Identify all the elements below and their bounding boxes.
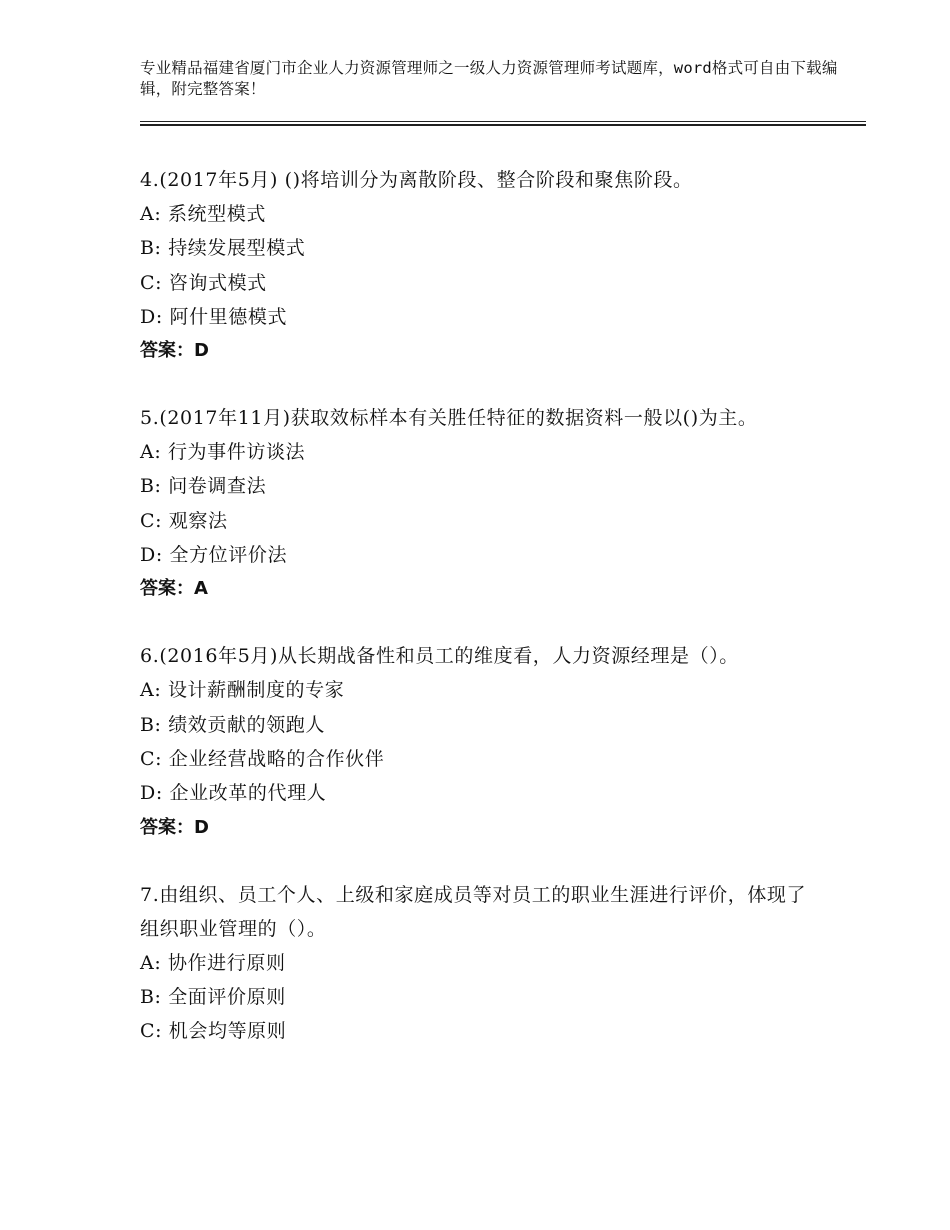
option-c: C: 咨询式模式	[140, 271, 267, 294]
option-a: A: 系统型模式	[140, 203, 266, 225]
answer: 答案：D	[140, 340, 209, 362]
question-text: 6.(2016年5月)从长期战备性和员工的维度看，人力资源经理是（）。	[140, 645, 739, 668]
document-header: 专业精品福建省厦门市企业人力资源管理师之一级人力资源管理师考试题库，word格式可自由下载编辑，附完整答案！	[140, 59, 838, 98]
header-divider-thick	[140, 124, 866, 126]
option-d: D: 阿什里德模式	[140, 305, 288, 328]
header-divider-thin	[140, 121, 866, 122]
answer: 答案：D	[140, 816, 209, 838]
question-text: 7.由组织、员工个人、上级和家庭成员等对员工的职业生涯进行评价，体现了组织职业管理的（）。	[140, 883, 807, 940]
option-d: D: 企业改革的代理人	[140, 782, 327, 805]
option-b: B: 全面评价原则	[140, 985, 286, 1008]
question-text: 5.(2017年11月)获取效标样本有关胜任特征的数据资料一般以()为主。	[140, 407, 758, 430]
question-7	[140, 878, 820, 1049]
option-a: A: 设计薪酬制度的专家	[140, 679, 345, 702]
question-list	[140, 163, 820, 1081]
question-text: 4.(2017年5月) ()将培训分为离散阶段、整合阶段和聚焦阶段。	[140, 169, 693, 191]
question-5	[140, 401, 820, 606]
option-b: B: 绩效贡献的领跑人	[140, 713, 326, 736]
option-a: A: 协作进行原则	[140, 951, 286, 974]
option-b: B: 问卷调查法	[140, 475, 267, 498]
option-d: D: 全方位评价法	[140, 544, 288, 567]
answer: 答案：A	[140, 578, 208, 600]
option-c: C: 企业经营战略的合作伙伴	[140, 747, 385, 770]
question-6	[140, 639, 820, 844]
option-b: B: 持续发展型模式	[140, 237, 306, 260]
option-c: C: 机会均等原则	[140, 1020, 287, 1043]
option-c: C: 观察法	[140, 509, 228, 532]
option-a: A: 行为事件访谈法	[140, 441, 306, 464]
question-4	[140, 163, 820, 368]
